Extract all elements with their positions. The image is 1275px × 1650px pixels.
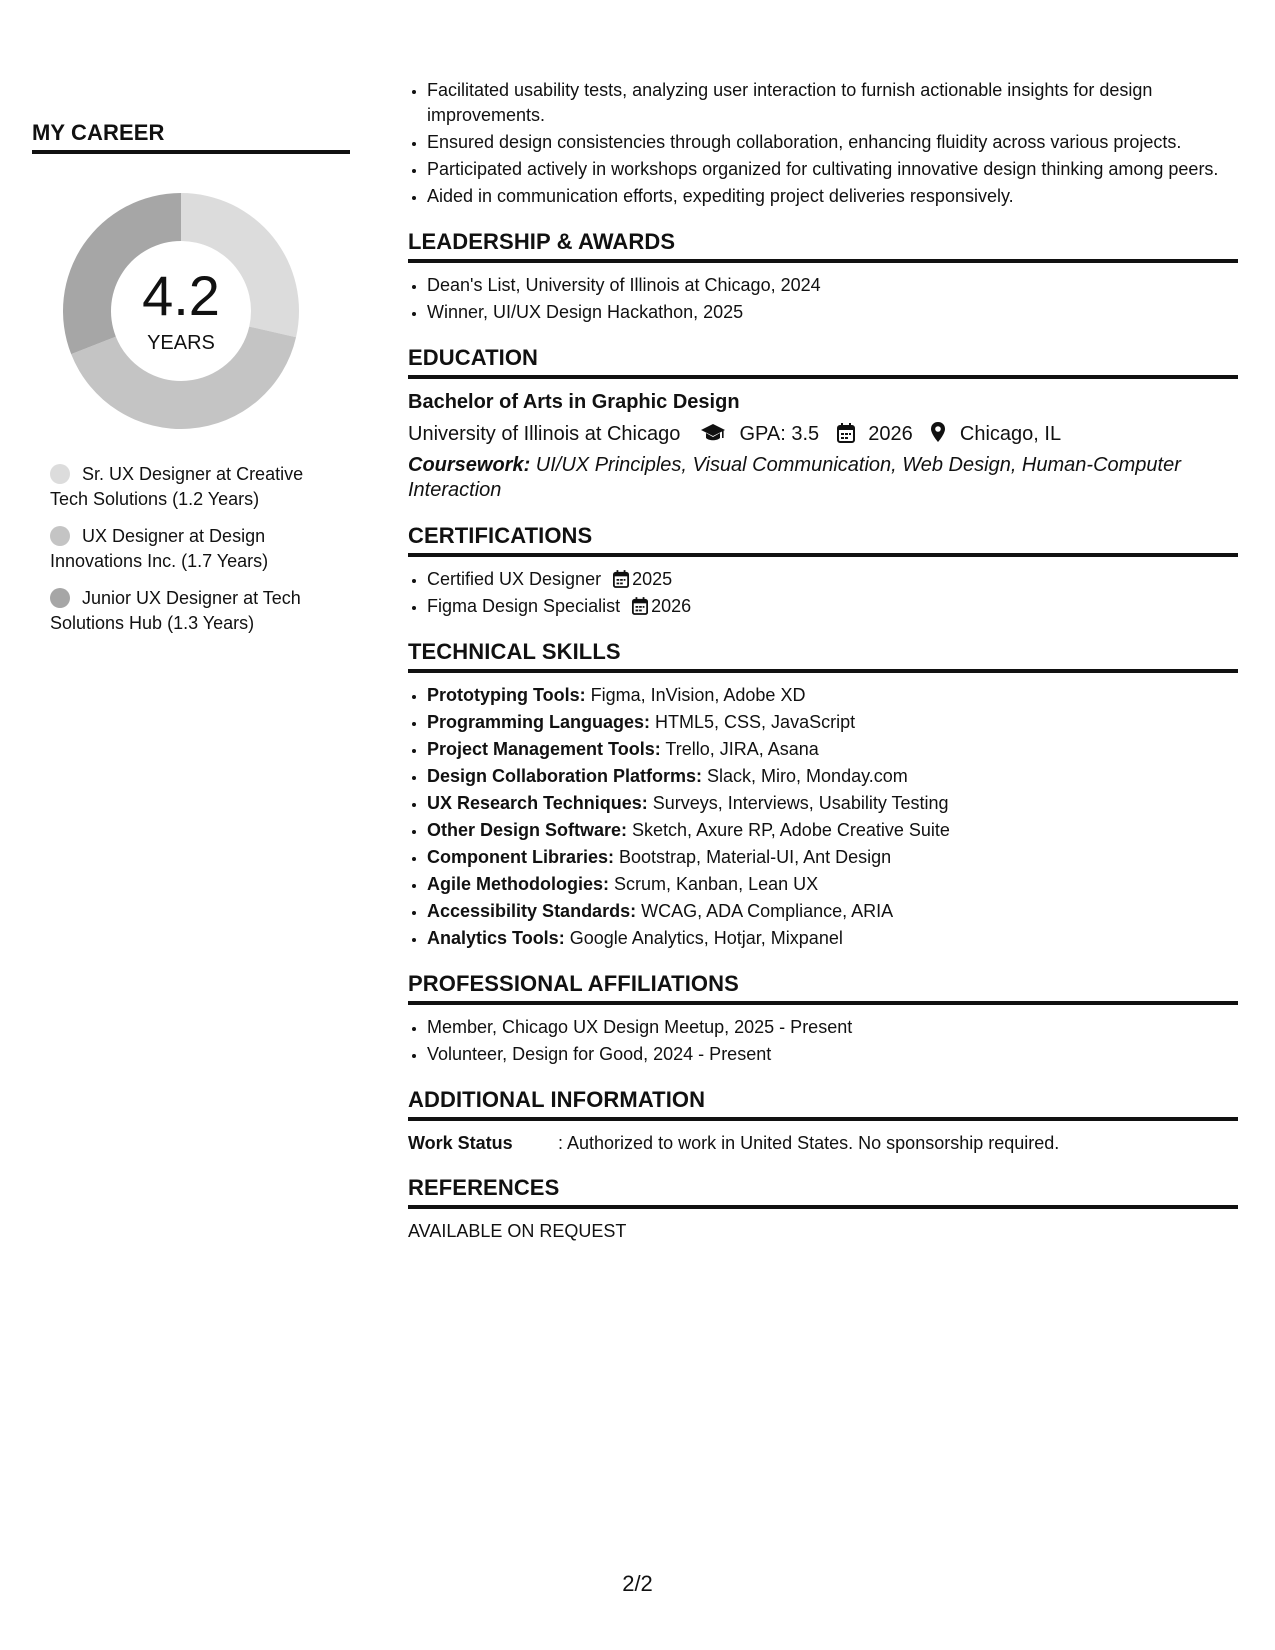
list-item (427, 683, 1238, 708)
skill-value: Figma, InVision, Adobe XD (585, 685, 806, 705)
legend-dot (50, 526, 70, 546)
list-item (427, 791, 1238, 816)
affiliations-title: PROFESSIONAL AFFILIATIONS (408, 971, 1238, 1005)
skills-section (408, 639, 1238, 951)
legend-dot (50, 588, 70, 608)
cert-name: Certified UX Designer (427, 569, 602, 589)
skill-value: Sketch, Axure RP, Adobe Creative Suite (627, 820, 950, 840)
coursework (408, 453, 1238, 503)
skill-value: Scrum, Kanban, Lean UX (609, 874, 819, 894)
skill-value: Surveys, Interviews, Usability Testing (647, 793, 949, 813)
list-item: • Dean's List, University of Illinois at Chicago, 2024 (427, 273, 1238, 298)
cert-year: 2026 (651, 596, 692, 616)
list-item (427, 594, 1238, 619)
cert-name: Figma Design Specialist (427, 596, 621, 616)
legend-item (50, 524, 320, 574)
legend-label: Sr. UX Designer at Creative Tech Solutions (1.2 Years) (50, 464, 304, 509)
affiliations-list (408, 1015, 1238, 1067)
skill-label: Accessibility Standards: (427, 901, 637, 921)
list-item (427, 872, 1238, 897)
experience-bullets (408, 78, 1238, 209)
leadership-section (408, 229, 1238, 325)
education-section (408, 345, 1238, 503)
additional-section (408, 1087, 1238, 1155)
skill-label: Other Design Software: (427, 820, 628, 840)
skill-label: UX Research Techniques: (427, 793, 648, 813)
list-item: • Member, Chicago UX Design Meetup, 2025 - Present (427, 1015, 1238, 1040)
graduation-year: 2026 (868, 423, 913, 445)
work-status-value: : Authorized to work in United States. No sponsorship required. (558, 1133, 1060, 1153)
calendar-icon (632, 597, 648, 615)
education-details (408, 421, 1238, 447)
list-item: • Facilitated usability tests, analyzing user interaction to furnish actionable insights for design improvements. (427, 78, 1238, 128)
main-content (408, 78, 1238, 1242)
certifications-list (408, 567, 1238, 619)
skill-label: Agile Methodologies: (427, 874, 609, 894)
skills-list (408, 683, 1238, 951)
skill-label: Component Libraries: (427, 847, 615, 867)
affiliations-section (408, 971, 1238, 1067)
list-item (427, 899, 1238, 924)
references-title: REFERENCES (408, 1175, 1238, 1209)
work-status-row (408, 1131, 1238, 1155)
career-sidebar (32, 120, 350, 648)
coursework-text: UI/UX Principles, Visual Communication, Web Design, Human-Computer Interaction (408, 454, 1181, 501)
graduation-cap-icon (700, 423, 726, 443)
legend-item (50, 462, 320, 512)
skill-label: Design Collaboration Platforms: (427, 766, 703, 786)
skill-value: Slack, Miro, Monday.com (702, 766, 908, 786)
skills-title: TECHNICAL SKILLS (408, 639, 1238, 673)
skill-label: Prototyping Tools: (427, 685, 586, 705)
skill-label: Analytics Tools: (427, 928, 565, 948)
skill-value: HTML5, CSS, JavaScript (650, 712, 856, 732)
skill-value: Bootstrap, Material-UI, Ant Design (614, 847, 892, 867)
leadership-title: LEADERSHIP & AWARDS (408, 229, 1238, 263)
legend-label: Junior UX Designer at Tech Solutions Hub (1.3 Years) (50, 588, 301, 633)
additional-title: ADDITIONAL INFORMATION (408, 1087, 1238, 1121)
list-item: • Ensured design consistencies through collaboration, enhancing fluidity across various projects. (427, 130, 1238, 155)
donut-center (56, 186, 306, 436)
list-item: • Aided in communication efforts, expediting project deliveries responsively. (427, 184, 1238, 209)
list-item (427, 764, 1238, 789)
list-item: • Participated actively in workshops organized for cultivating innovative design thinking among peers. (427, 157, 1238, 182)
list-item (427, 845, 1238, 870)
calendar-icon (613, 570, 629, 588)
gpa: GPA: 3.5 (739, 423, 820, 445)
list-item: • Volunteer, Design for Good, 2024 - Present (427, 1042, 1238, 1067)
list-item (427, 926, 1238, 951)
career-years-unit: YEARS (147, 332, 215, 354)
certifications-title: CERTIFICATIONS (408, 523, 1238, 557)
career-legend (50, 462, 350, 636)
list-item: • Winner, UI/UX Design Hackathon, 2025 (427, 300, 1238, 325)
school-location: Chicago, IL (959, 423, 1062, 445)
legend-dot (50, 464, 70, 484)
skill-label: Programming Languages: (427, 712, 651, 732)
education-title: EDUCATION (408, 345, 1238, 379)
career-donut-chart (56, 186, 306, 436)
references-text: AVAILABLE ON REQUEST (408, 1221, 627, 1241)
calendar-icon (837, 423, 855, 443)
skill-value: Google Analytics, Hotjar, Mixpanel (564, 928, 843, 948)
skill-value: WCAG, ADA Compliance, ARIA (636, 901, 894, 921)
references-section (408, 1175, 1238, 1242)
skill-value: Trello, JIRA, Asana (660, 739, 819, 759)
list-item (427, 737, 1238, 762)
legend-label: UX Designer at Design Innovations Inc. (1.7 Years) (50, 526, 269, 571)
school-name: University of Illinois at Chicago (408, 423, 681, 445)
location-pin-icon (930, 421, 946, 443)
list-item (427, 710, 1238, 735)
page-number: 2/2 (622, 1571, 653, 1596)
legend-item (50, 586, 320, 636)
list-item (427, 818, 1238, 843)
career-total-years: 4.2 (142, 264, 220, 327)
certifications-section (408, 523, 1238, 619)
career-title: MY CAREER (32, 120, 350, 154)
leadership-list (408, 273, 1238, 325)
degree: Bachelor of Arts in Graphic Design (408, 391, 740, 413)
cert-year: 2025 (632, 569, 673, 589)
list-item (427, 567, 1238, 592)
skill-label: Project Management Tools: (427, 739, 661, 759)
coursework-label: Coursework: (408, 454, 531, 476)
work-status-label: Work Status (408, 1133, 513, 1153)
